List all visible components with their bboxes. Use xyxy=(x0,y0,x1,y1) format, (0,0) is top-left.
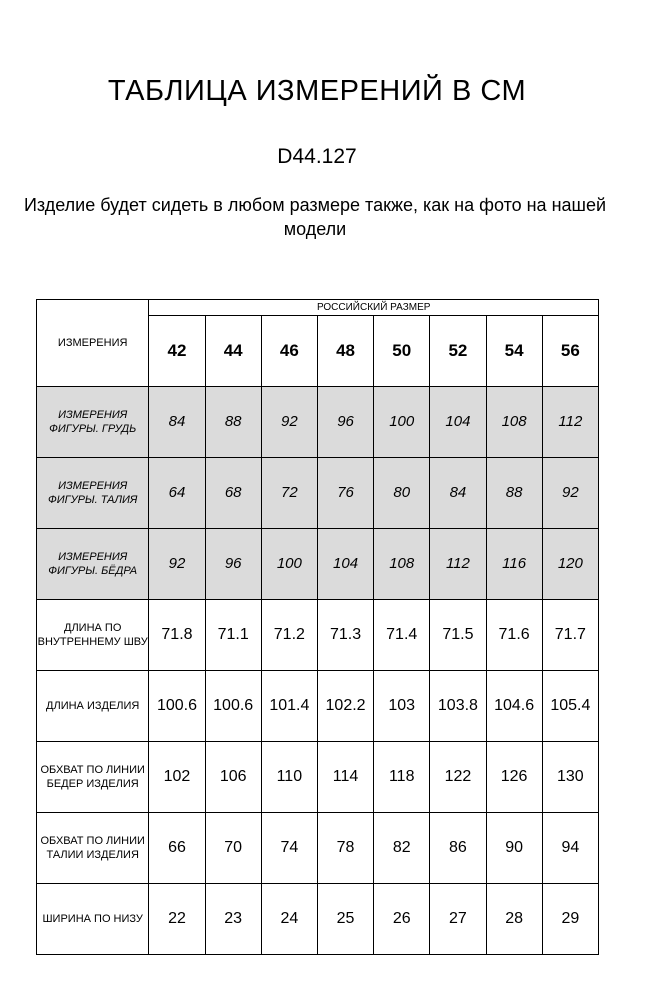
row-label: ИЗМЕРЕНИЯ ФИГУРЫ. ТАЛИЯ xyxy=(37,458,149,529)
size-group-header: РОССИЙСКИЙ РАЗМЕР xyxy=(149,300,599,316)
value-cell: 94 xyxy=(542,813,598,884)
page-title: ТАБЛИЦА ИЗМЕРЕНИЙ В СМ xyxy=(107,75,527,107)
row-label: ОБХВАТ ПО ЛИНИИ ТАЛИИ ИЗДЕЛИЯ xyxy=(37,813,149,884)
value-cell: 104.6 xyxy=(486,671,542,742)
size-header-cell: 46 xyxy=(261,316,317,387)
value-cell: 24 xyxy=(261,884,317,955)
row-label: ИЗМЕРЕНИЯ ФИГУРЫ. ГРУДЬ xyxy=(37,387,149,458)
size-header-cell: 50 xyxy=(374,316,430,387)
value-cell: 84 xyxy=(430,458,486,529)
value-cell: 71.3 xyxy=(317,600,373,671)
value-cell: 78 xyxy=(317,813,373,884)
value-cell: 88 xyxy=(486,458,542,529)
value-cell: 92 xyxy=(542,458,598,529)
value-cell: 25 xyxy=(317,884,373,955)
row-label: ДЛИНА ПО ВНУТРЕННЕМУ ШВУ xyxy=(37,600,149,671)
value-cell: 118 xyxy=(374,742,430,813)
value-cell: 104 xyxy=(430,387,486,458)
table-row xyxy=(37,884,599,955)
table-row xyxy=(37,671,599,742)
value-cell: 68 xyxy=(205,458,261,529)
value-cell: 114 xyxy=(317,742,373,813)
value-cell: 71.7 xyxy=(542,600,598,671)
value-cell: 126 xyxy=(486,742,542,813)
value-cell: 80 xyxy=(374,458,430,529)
value-cell: 100.6 xyxy=(149,671,205,742)
table-row xyxy=(37,813,599,884)
value-cell: 101.4 xyxy=(261,671,317,742)
value-cell: 96 xyxy=(205,529,261,600)
value-cell: 66 xyxy=(149,813,205,884)
value-cell: 27 xyxy=(430,884,486,955)
value-cell: 70 xyxy=(205,813,261,884)
size-table xyxy=(36,299,599,955)
value-cell: 103.8 xyxy=(430,671,486,742)
value-cell: 88 xyxy=(205,387,261,458)
value-cell: 112 xyxy=(430,529,486,600)
value-cell: 29 xyxy=(542,884,598,955)
value-cell: 120 xyxy=(542,529,598,600)
fit-note: Изделие будет сидеть в любом размере также, как на фото на нашей модели xyxy=(23,195,607,239)
value-cell: 112 xyxy=(542,387,598,458)
value-cell: 122 xyxy=(430,742,486,813)
value-cell: 28 xyxy=(486,884,542,955)
value-cell: 108 xyxy=(374,529,430,600)
value-cell: 71.4 xyxy=(374,600,430,671)
value-cell: 102.2 xyxy=(317,671,373,742)
value-cell: 100 xyxy=(374,387,430,458)
row-label: ИЗМЕРЕНИЯ ФИГУРЫ. БЁДРА xyxy=(37,529,149,600)
value-cell: 71.8 xyxy=(149,600,205,671)
value-cell: 72 xyxy=(261,458,317,529)
value-cell: 74 xyxy=(261,813,317,884)
size-header-cell: 52 xyxy=(430,316,486,387)
size-header-cell: 42 xyxy=(149,316,205,387)
value-cell: 71.6 xyxy=(486,600,542,671)
value-cell: 105.4 xyxy=(542,671,598,742)
table-row xyxy=(37,742,599,813)
value-cell: 76 xyxy=(317,458,373,529)
size-header-cell: 44 xyxy=(205,316,261,387)
value-cell: 22 xyxy=(149,884,205,955)
value-cell: 71.5 xyxy=(430,600,486,671)
row-label: ШИРИНА ПО НИЗУ xyxy=(37,884,149,955)
row-label: ОБХВАТ ПО ЛИНИИ БЕДЕР ИЗДЕЛИЯ xyxy=(37,742,149,813)
value-cell: 23 xyxy=(205,884,261,955)
value-cell: 100 xyxy=(261,529,317,600)
table-row xyxy=(37,387,599,458)
value-cell: 86 xyxy=(430,813,486,884)
value-cell: 130 xyxy=(542,742,598,813)
value-cell: 96 xyxy=(317,387,373,458)
value-cell: 71.2 xyxy=(261,600,317,671)
value-cell: 100.6 xyxy=(205,671,261,742)
value-cell: 106 xyxy=(205,742,261,813)
value-cell: 92 xyxy=(149,529,205,600)
value-cell: 110 xyxy=(261,742,317,813)
measurements-header: ИЗМЕРЕНИЯ xyxy=(37,300,149,387)
value-cell: 84 xyxy=(149,387,205,458)
size-header-cell: 56 xyxy=(542,316,598,387)
value-cell: 103 xyxy=(374,671,430,742)
value-cell: 92 xyxy=(261,387,317,458)
value-cell: 64 xyxy=(149,458,205,529)
table-row xyxy=(37,529,599,600)
size-header-cell: 48 xyxy=(317,316,373,387)
header-row-group xyxy=(37,300,599,316)
size-header-cell: 54 xyxy=(486,316,542,387)
value-cell: 104 xyxy=(317,529,373,600)
size-table-body xyxy=(37,300,599,955)
product-code: D44.127 xyxy=(277,145,357,168)
row-label: ДЛИНА ИЗДЕЛИЯ xyxy=(37,671,149,742)
value-cell: 116 xyxy=(486,529,542,600)
table-row xyxy=(37,600,599,671)
value-cell: 102 xyxy=(149,742,205,813)
value-cell: 26 xyxy=(374,884,430,955)
value-cell: 108 xyxy=(486,387,542,458)
value-cell: 82 xyxy=(374,813,430,884)
value-cell: 71.1 xyxy=(205,600,261,671)
value-cell: 90 xyxy=(486,813,542,884)
table-row xyxy=(37,458,599,529)
